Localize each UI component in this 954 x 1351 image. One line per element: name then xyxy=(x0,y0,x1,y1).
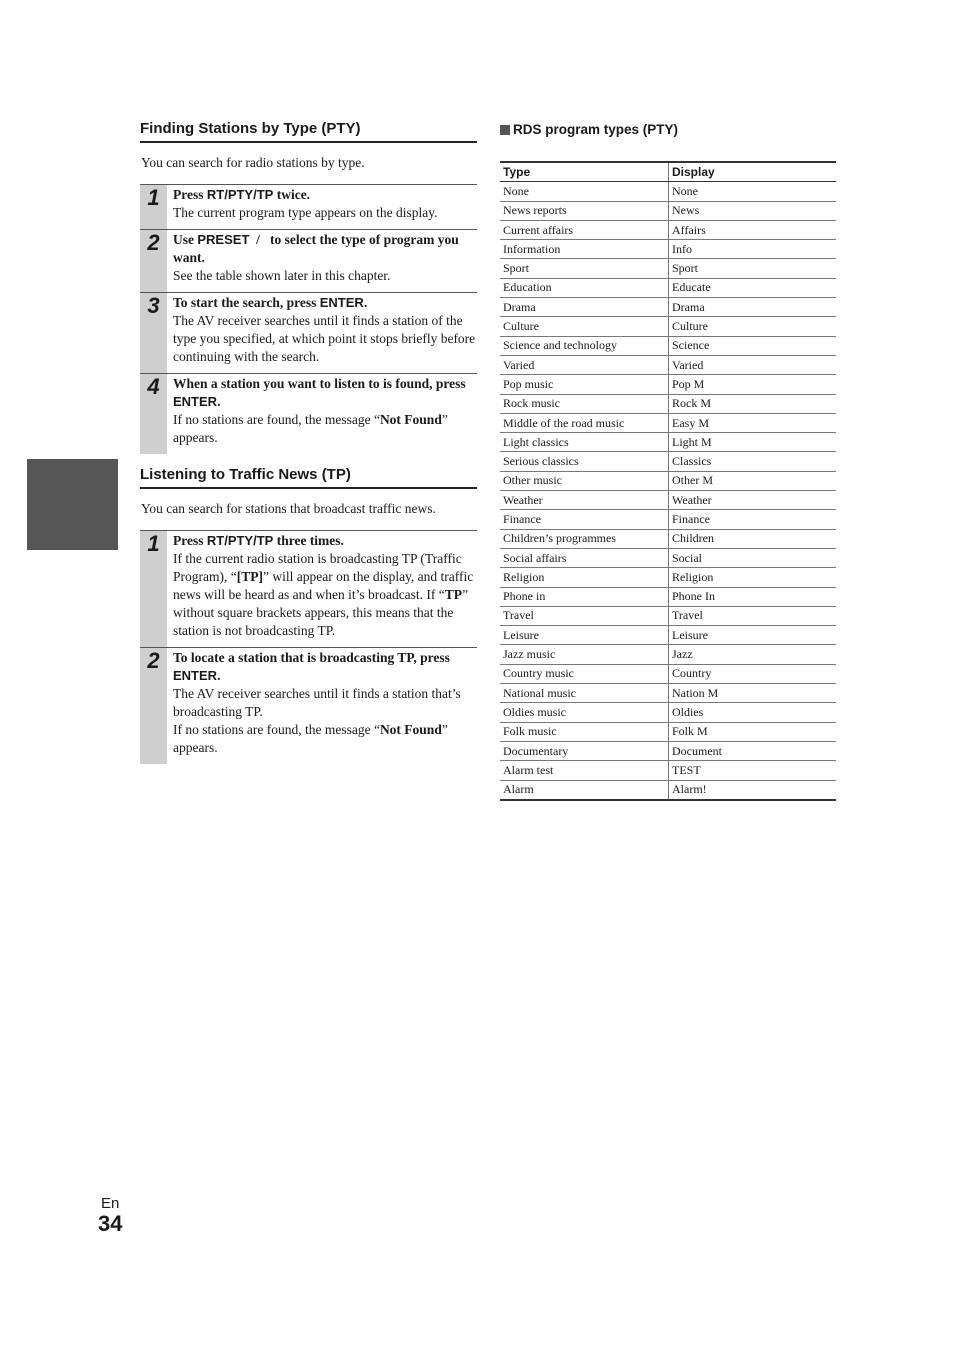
cell-display: Phone In xyxy=(669,587,837,606)
cell-type: Social affairs xyxy=(500,548,669,567)
step-text: The AV receiver searches until it finds a station that’s broadcasting TP. xyxy=(173,686,461,719)
table-row xyxy=(500,510,836,529)
column-header-display: Display xyxy=(669,162,837,182)
table-row xyxy=(500,336,836,355)
step-heading: Press RT/PTY/TP three times. xyxy=(173,533,344,548)
cell-display: Light M xyxy=(669,433,837,452)
step-text: If no stations are found, the message “Not Found” appears. xyxy=(173,412,448,445)
table-row xyxy=(500,394,836,413)
cell-type: Jazz music xyxy=(500,645,669,664)
table-row xyxy=(500,741,836,760)
page-number: 34 xyxy=(98,1211,123,1236)
cell-display: Science xyxy=(669,336,837,355)
chapter-tab xyxy=(27,459,118,550)
cell-display: TEST xyxy=(669,761,837,780)
step-number: 2 xyxy=(140,648,167,764)
step-number: 4 xyxy=(140,374,167,454)
cell-type: Culture xyxy=(500,317,669,336)
table-row xyxy=(500,626,836,645)
cell-type: Finance xyxy=(500,510,669,529)
cell-type: Children’s programmes xyxy=(500,529,669,548)
step-heading: To start the search, press ENTER. xyxy=(173,295,368,310)
page-number-block xyxy=(98,1195,122,1236)
table-row xyxy=(500,761,836,780)
table-row xyxy=(500,587,836,606)
cell-display: Alarm! xyxy=(669,780,837,800)
step-item xyxy=(140,185,477,230)
cell-type: Country music xyxy=(500,664,669,683)
section-intro-pty: You can search for radio stations by type. xyxy=(141,155,365,170)
cell-display: Culture xyxy=(669,317,837,336)
table-row xyxy=(500,278,836,297)
cell-display: Weather xyxy=(669,491,837,510)
table-row xyxy=(500,259,836,278)
section-title-pty: Finding Stations by Type (PTY) xyxy=(140,120,477,143)
cell-type: Folk music xyxy=(500,722,669,741)
table-row xyxy=(500,703,836,722)
table-row xyxy=(500,182,836,201)
cell-type: Information xyxy=(500,240,669,259)
cell-type: Varied xyxy=(500,355,669,374)
cell-type: Alarm xyxy=(500,780,669,800)
cell-display: Children xyxy=(669,529,837,548)
table-row xyxy=(500,201,836,220)
cell-display: Finance xyxy=(669,510,837,529)
table-row xyxy=(500,240,836,259)
cell-type: Alarm test xyxy=(500,761,669,780)
step-number: 1 xyxy=(140,185,167,229)
table-row xyxy=(500,548,836,567)
right-column xyxy=(500,122,836,801)
cell-display: Country xyxy=(669,664,837,683)
rds-title: RDS program types (PTY) xyxy=(500,122,836,137)
cell-type: None xyxy=(500,182,669,201)
table-row xyxy=(500,413,836,432)
column-header-type: Type xyxy=(500,162,669,182)
language-label: En xyxy=(101,1195,120,1212)
cell-display: Other M xyxy=(669,471,837,490)
cell-display: Easy M xyxy=(669,413,837,432)
step-item xyxy=(140,648,477,764)
table-header-row xyxy=(500,162,836,182)
cell-type: Leisure xyxy=(500,626,669,645)
cell-type: Weather xyxy=(500,491,669,510)
table-row xyxy=(500,780,836,800)
cell-type: Religion xyxy=(500,568,669,587)
step-text: The current program type appears on the display. xyxy=(173,205,438,220)
step-item xyxy=(140,230,477,293)
cell-type: Documentary xyxy=(500,741,669,760)
cell-display: News xyxy=(669,201,837,220)
table-row xyxy=(500,220,836,239)
cell-type: Serious classics xyxy=(500,452,669,471)
table-row xyxy=(500,298,836,317)
step-item xyxy=(140,531,477,648)
cell-type: National music xyxy=(500,684,669,703)
cell-type: Other music xyxy=(500,471,669,490)
cell-display: Document xyxy=(669,741,837,760)
cell-display: Leisure xyxy=(669,626,837,645)
table-row xyxy=(500,355,836,374)
table-row xyxy=(500,684,836,703)
step-text: If no stations are found, the message “Not Found” appears. xyxy=(173,722,448,755)
cell-display: Classics xyxy=(669,452,837,471)
step-heading: Use PRESET / to select the type of program you want. xyxy=(173,232,463,265)
cell-type: Current affairs xyxy=(500,220,669,239)
rds-table-body xyxy=(500,182,836,800)
step-item xyxy=(140,293,477,374)
table-row xyxy=(500,722,836,741)
cell-display: Rock M xyxy=(669,394,837,413)
cell-display: Pop M xyxy=(669,375,837,394)
cell-type: Science and technology xyxy=(500,336,669,355)
cell-display: Folk M xyxy=(669,722,837,741)
cell-type: Middle of the road music xyxy=(500,413,669,432)
table-row xyxy=(500,317,836,336)
table-row xyxy=(500,606,836,625)
cell-display: Drama xyxy=(669,298,837,317)
square-bullet-icon xyxy=(500,125,510,135)
table-row xyxy=(500,491,836,510)
cell-display: None xyxy=(669,182,837,201)
step-text: The AV receiver searches until it finds a station of the type you specified, at which point it stops briefly before continuing with the search. xyxy=(173,313,476,364)
table-row xyxy=(500,433,836,452)
cell-display: Oldies xyxy=(669,703,837,722)
left-column xyxy=(140,120,477,764)
cell-type: News reports xyxy=(500,201,669,220)
table-row xyxy=(500,568,836,587)
cell-type: Pop music xyxy=(500,375,669,394)
step-item xyxy=(140,374,477,454)
step-heading: To locate a station that is broadcasting TP, press ENTER. xyxy=(173,650,450,683)
cell-type: Travel xyxy=(500,606,669,625)
cell-display: Info xyxy=(669,240,837,259)
cell-display: Social xyxy=(669,548,837,567)
step-heading: Press RT/PTY/TP twice. xyxy=(173,187,311,202)
step-number: 3 xyxy=(140,293,167,373)
table-row xyxy=(500,529,836,548)
table-row xyxy=(500,664,836,683)
cell-display: Religion xyxy=(669,568,837,587)
section-title-tp: Listening to Traffic News (TP) xyxy=(140,466,477,489)
table-row xyxy=(500,645,836,664)
step-text: See the table shown later in this chapter. xyxy=(173,268,391,283)
cell-display: Jazz xyxy=(669,645,837,664)
cell-type: Education xyxy=(500,278,669,297)
steps-pty xyxy=(140,184,477,454)
step-number: 1 xyxy=(140,531,167,647)
cell-type: Light classics xyxy=(500,433,669,452)
steps-tp xyxy=(140,530,477,764)
section-intro-tp: You can search for stations that broadcast traffic news. xyxy=(141,501,436,516)
cell-display: Educate xyxy=(669,278,837,297)
cell-type: Phone in xyxy=(500,587,669,606)
cell-type: Sport xyxy=(500,259,669,278)
cell-type: Drama xyxy=(500,298,669,317)
cell-display: Affairs xyxy=(669,220,837,239)
cell-display: Travel xyxy=(669,606,837,625)
step-heading: When a station you want to listen to is found, press ENTER. xyxy=(173,376,466,409)
rds-table xyxy=(500,161,836,801)
cell-type: Rock music xyxy=(500,394,669,413)
cell-display: Varied xyxy=(669,355,837,374)
cell-display: Nation M xyxy=(669,684,837,703)
table-row xyxy=(500,471,836,490)
table-row xyxy=(500,452,836,471)
step-number: 2 xyxy=(140,230,167,292)
step-text: If the current radio station is broadcasting TP (Traffic Program), “[TP]” will appear on the display, and traffic news will be heard as and when it’s broadcast. If “TP” without square brackets appears, this means that the station is not broadcasting TP. xyxy=(173,551,474,638)
cell-type: Oldies music xyxy=(500,703,669,722)
cell-display: Sport xyxy=(669,259,837,278)
table-row xyxy=(500,375,836,394)
